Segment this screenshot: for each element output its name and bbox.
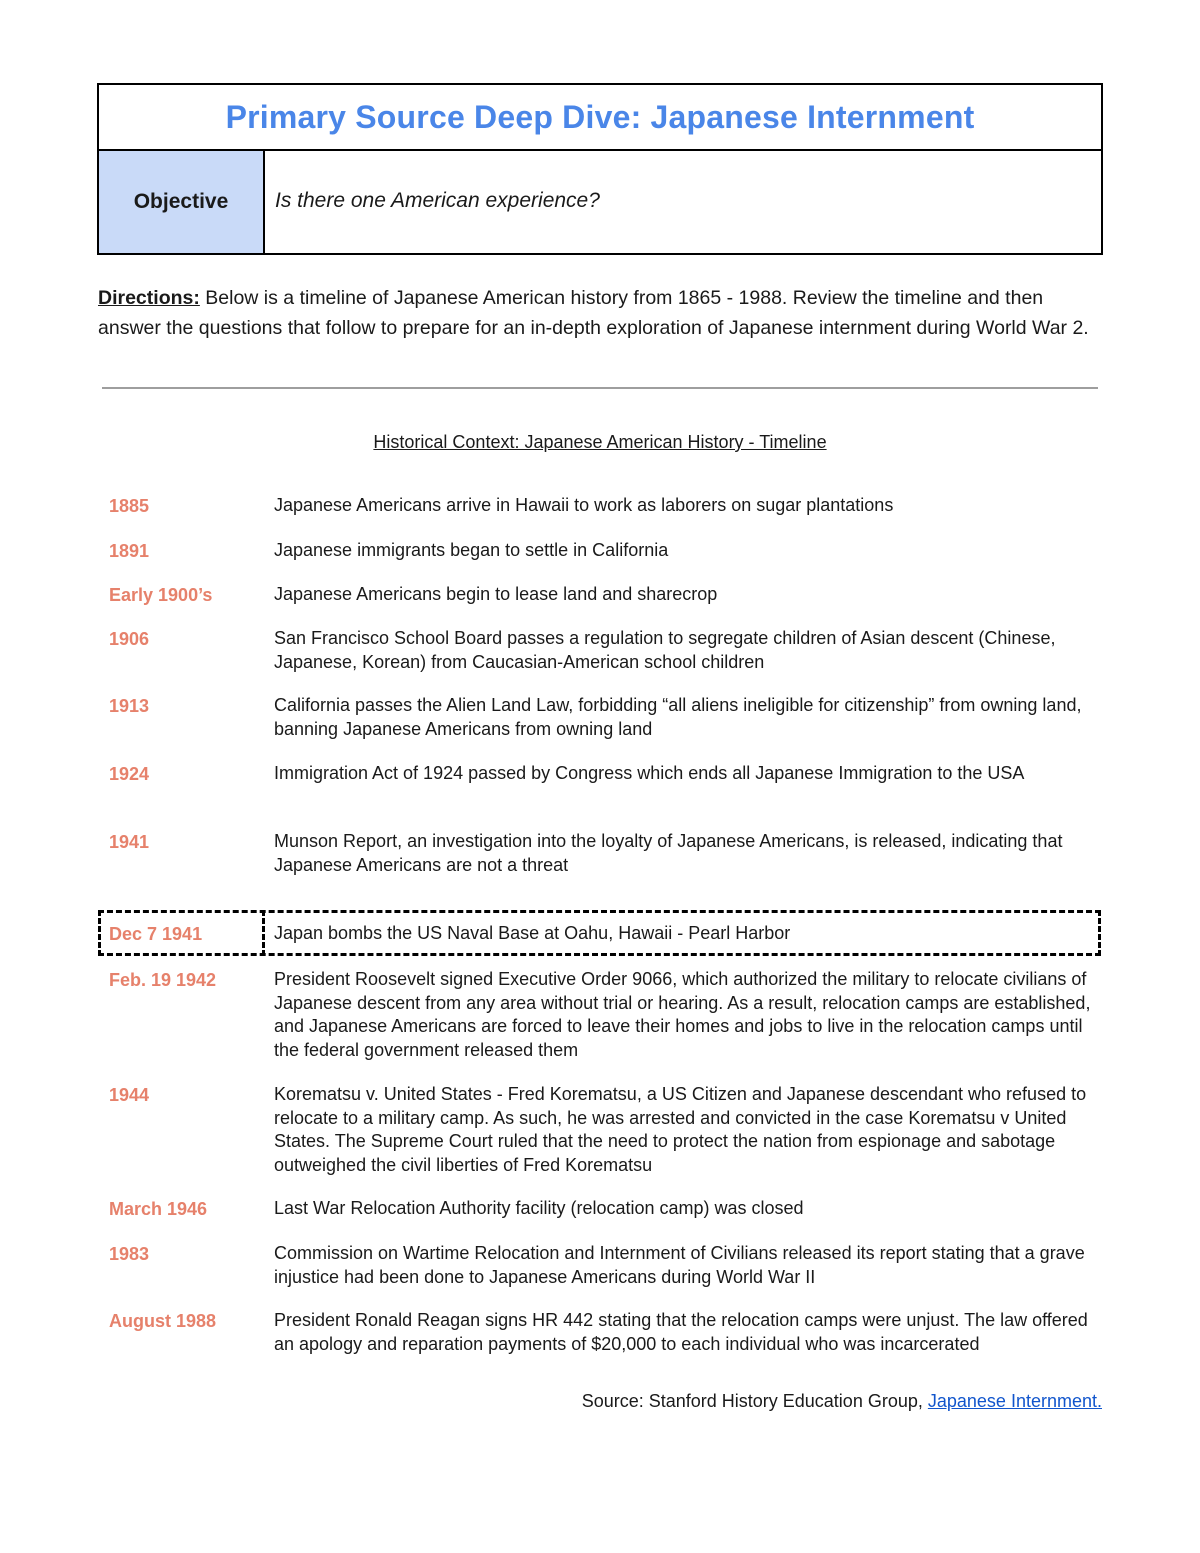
timeline-event: San Francisco School Board passes a regulation to segregate children of Asian descent (Chinese, Japanese, Korean) from Caucasian-American school children xyxy=(274,628,1056,672)
timeline-event: California passes the Alien Land Law, forbidding “all aliens ineligible for citizenship” from owning land, banning Japanese Americans from owning land xyxy=(274,695,1082,739)
timeline-year: Dec 7 1941 xyxy=(109,924,203,944)
timeline-event: Japanese Americans arrive in Hawaii to work as laborers on sugar plantations xyxy=(274,495,894,515)
source-prefix: Source: Stanford History Education Group, xyxy=(581,1391,928,1411)
timeline-year: 1941 xyxy=(109,832,150,852)
timeline-event: Japanese Americans begin to lease land and sharecrop xyxy=(274,584,718,604)
timeline-event: President Roosevelt signed Executive Order 9066, which authorized the military to relocate civilians of Japanese descent from any area without trial or hearing. As a result, relocation camps are established, and Japanese Americans are forced to leave their homes and jobs to live in the relocation camps until the federal government released them xyxy=(274,969,1091,1060)
timeline-year: Feb. 19 1942 xyxy=(109,970,217,990)
objective-label: Objective xyxy=(99,151,265,253)
timeline-event: Japanese immigrants began to settle in California xyxy=(274,540,669,560)
objective-row xyxy=(99,151,1101,253)
timeline-year: 1924 xyxy=(109,764,150,784)
directions-paragraph xyxy=(98,284,1108,343)
timeline-event: Japan bombs the US Naval Base at Oahu, Hawaii - Pearl Harbor xyxy=(274,923,791,943)
timeline-year: 1983 xyxy=(109,1244,150,1264)
timeline-event: Commission on Wartime Relocation and Internment of Civilians released its report stating that a grave injustice had been done to Japanese Americans during World War II xyxy=(274,1243,1085,1287)
directions-label: Directions: xyxy=(98,287,200,309)
timeline-year: 1891 xyxy=(109,541,150,561)
page-title: Primary Source Deep Dive: Japanese Internment xyxy=(225,98,975,135)
timeline-title: Historical Context: Japanese American History - Timeline xyxy=(373,432,827,452)
source-link[interactable]: Japanese Internment. xyxy=(927,1391,1102,1411)
timeline-year: Early 1900’s xyxy=(109,585,213,605)
timeline-event: Immigration Act of 1924 passed by Congress which ends all Japanese Immigration to the USA xyxy=(274,763,1025,783)
objective-question: Is there one American experience? xyxy=(275,189,600,212)
timeline-event: Korematsu v. United States - Fred Korematsu, a US Citizen and Japanese descendant who refused to relocate to a military camp. As such, he was arrested and convicted in the case Korematsu v United States. The Supreme Court ruled that the need to protect the nation from espionage and sabotage outweighed the civil liberties of Fred Korematsu xyxy=(274,1084,1087,1175)
timeline-event: Last War Relocation Authority facility (relocation camp) was closed xyxy=(274,1198,804,1218)
timeline-year: 1944 xyxy=(109,1085,150,1105)
timeline-event: Munson Report, an investigation into the loyalty of Japanese Americans, is released, indicating that Japanese Americans are not a threat xyxy=(274,831,1063,875)
title-row xyxy=(99,85,1101,151)
timeline-event: President Ronald Reagan signs HR 442 stating that the relocation camps were unjust. The law offered an apology and reparation payments of $20,000 to each individual who was incarcerated xyxy=(274,1310,1088,1354)
source-citation xyxy=(582,1391,1102,1412)
timeline-year: 1906 xyxy=(109,629,150,649)
section-divider xyxy=(102,387,1098,389)
timeline-year: 1885 xyxy=(109,496,150,516)
timeline-year: 1913 xyxy=(109,696,150,716)
timeline-year: March 1946 xyxy=(109,1199,208,1219)
directions-text: Below is a timeline of Japanese American history from 1865 - 1988. Review the timeline and then answer the questions that follow to prepare for an in-depth exploration of Japanese internment during World War 2. xyxy=(98,287,1089,339)
timeline-year: August 1988 xyxy=(109,1311,217,1331)
highlight-column-divider xyxy=(262,910,265,956)
header-table xyxy=(97,83,1103,255)
